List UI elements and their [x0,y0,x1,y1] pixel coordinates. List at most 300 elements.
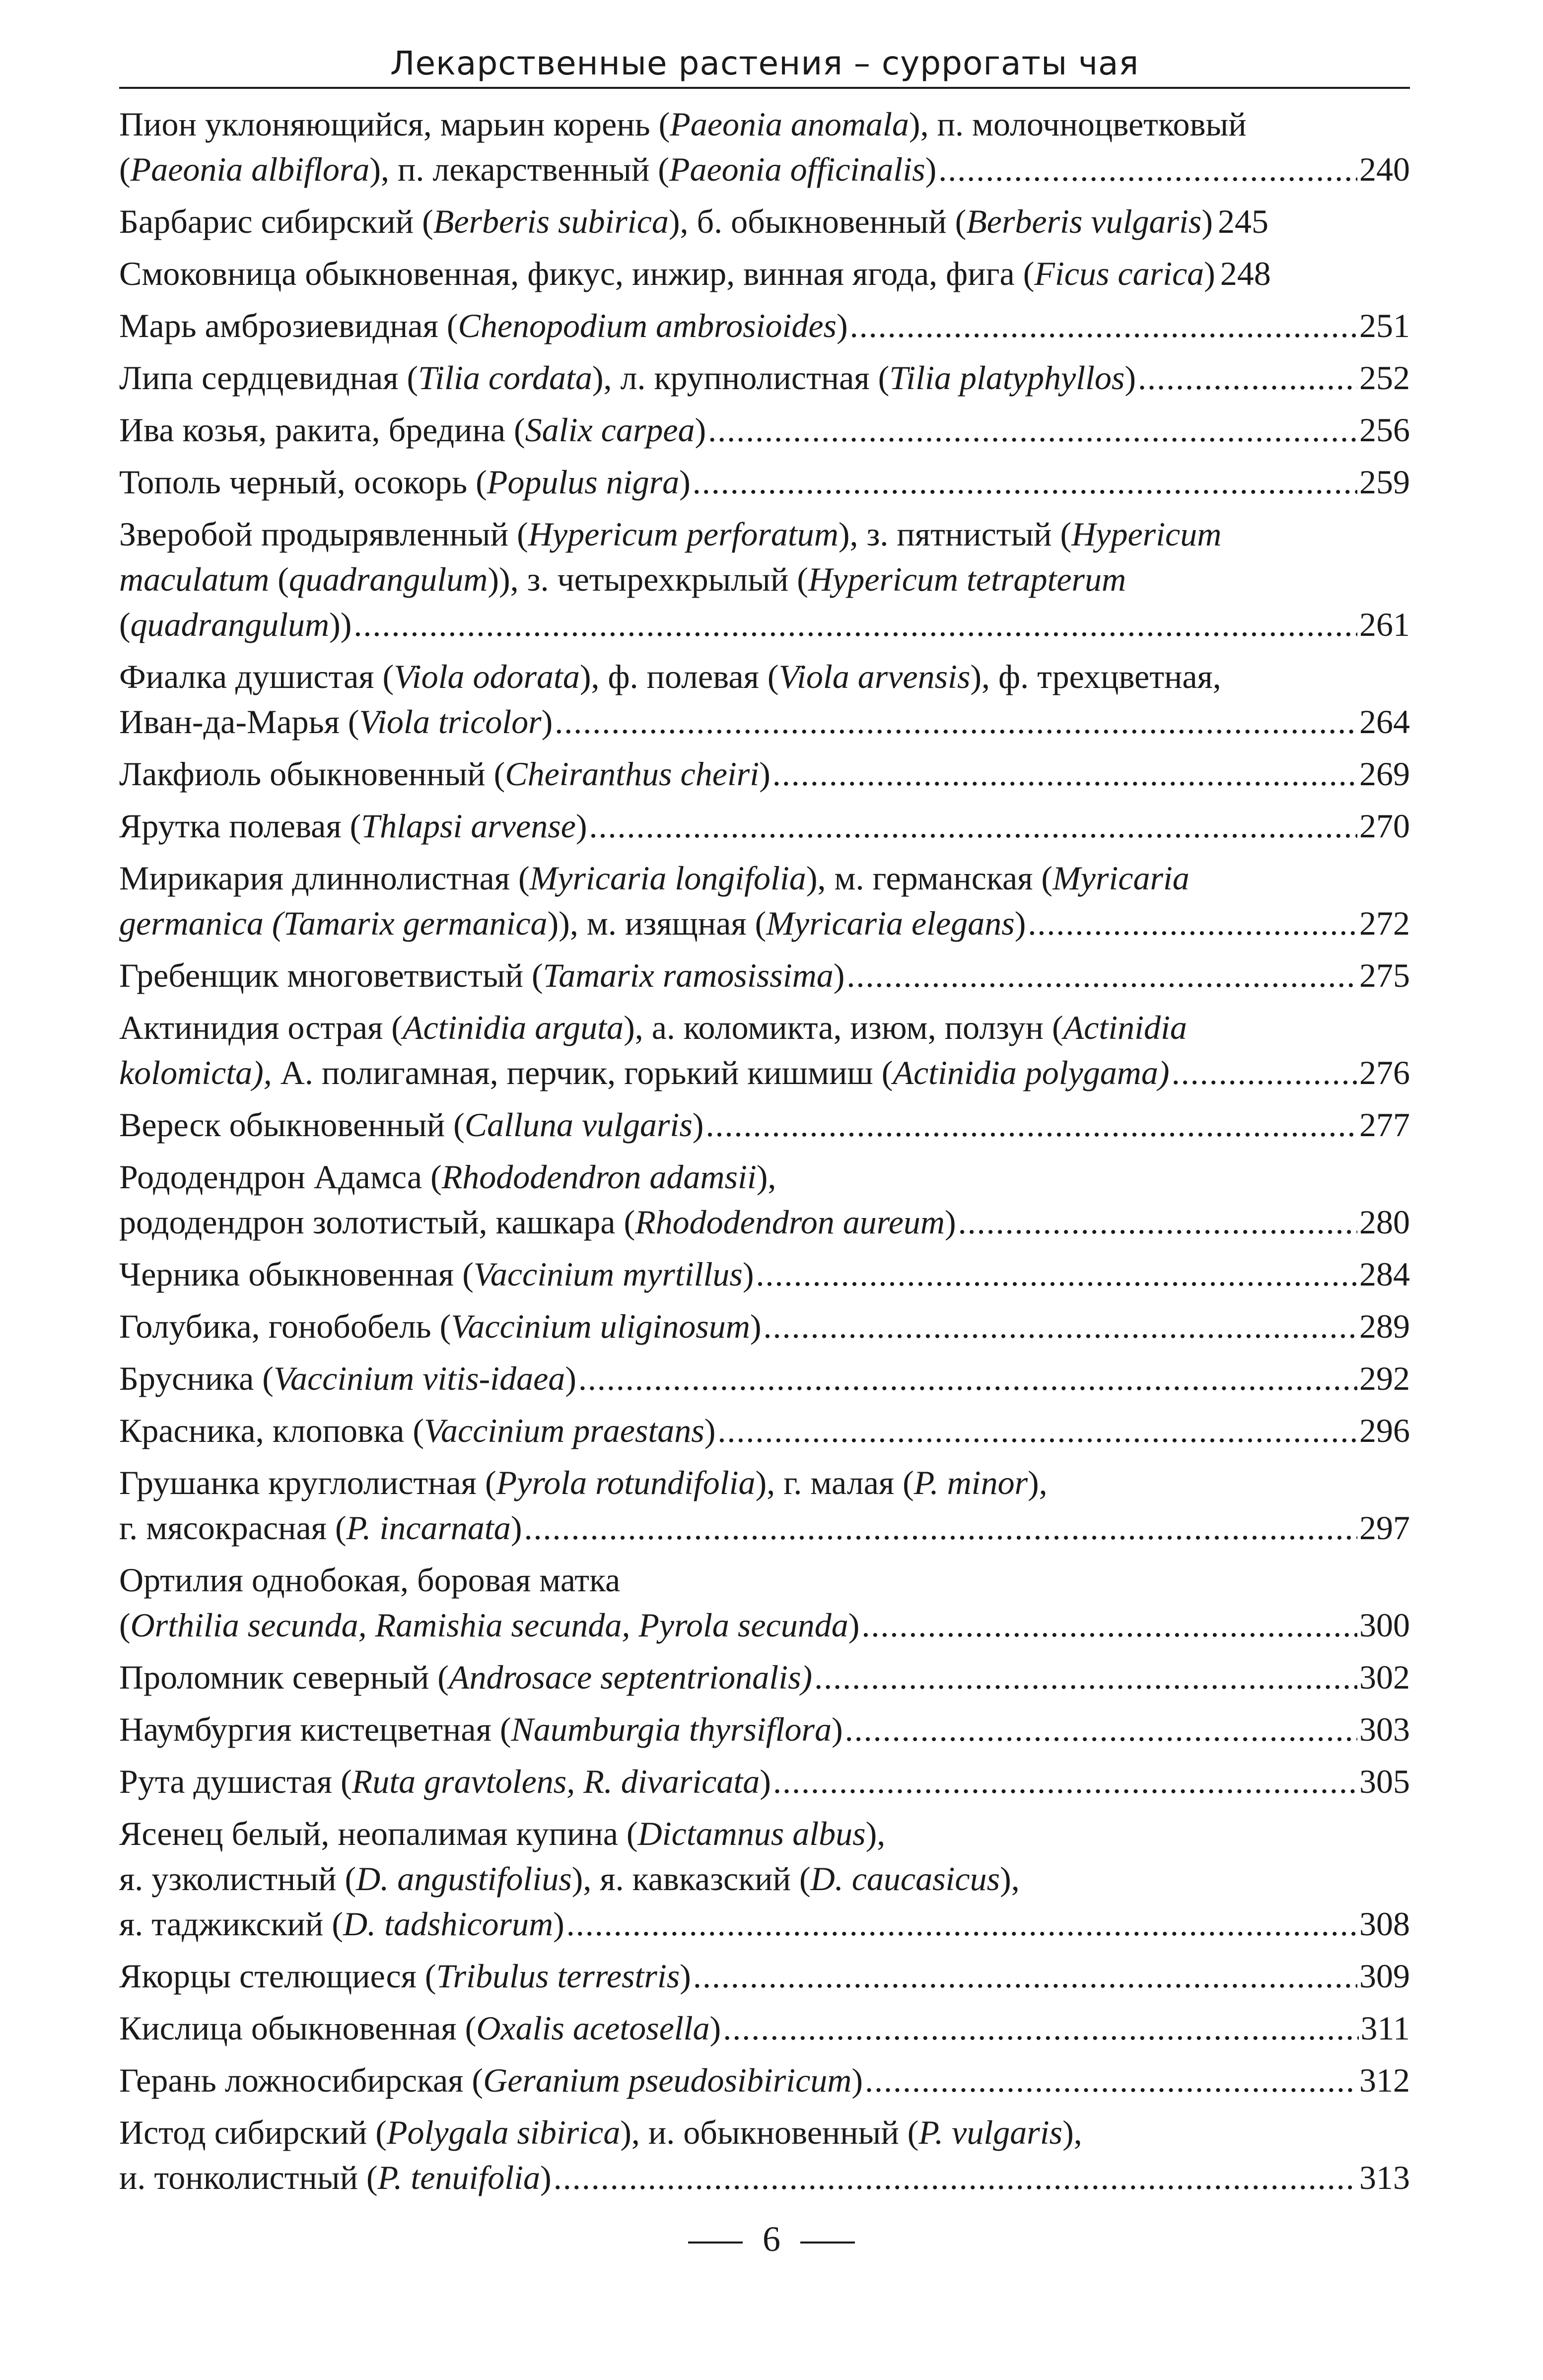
latin-name: Actinidia [1063,1009,1187,1046]
entry-text: ( [119,1606,131,1644]
entry-text: ) [833,956,845,994]
toc-page-number: 302 [1359,1658,1410,1696]
entry-text: ) [540,2159,552,2196]
leader-dots [1215,251,1220,296]
entry-text: Красника, клоповка ( [119,1412,424,1449]
toc-entry [119,1304,1410,1349]
entry-text: ) [553,1905,564,1943]
toc-entry-last-line [119,355,1410,401]
entry-text: ) [1201,203,1213,240]
toc-entry-text [119,1408,715,1453]
toc-entry-text [119,1707,843,1752]
toc-entry [119,1252,1410,1297]
entry-text: ) [709,2009,721,2047]
leader-dots [756,1252,1357,1297]
entry-text: Пион уклоняющийся, марьин корень ( [119,105,670,143]
toc-entry [119,1759,1410,1804]
toc-entry [119,102,1410,192]
page-footer [0,2219,1543,2260]
toc-entry-text [119,953,844,998]
table-of-contents [119,102,1410,2200]
leader-dots [589,804,1358,849]
latin-name: Paeonia officinalis [669,150,925,188]
toc-entry-text [119,751,771,797]
entry-text: ), м. германская ( [806,859,1053,897]
toc-entry-line [119,557,1410,602]
latin-name: Oxalis acetosella [476,2009,710,2047]
entry-text: ) [848,1606,860,1644]
toc-entry-last-line [119,303,1410,348]
latin-name: Tilia cordata [418,359,592,397]
toc-entry-line [119,1005,1410,1050]
toc-entry [119,804,1410,849]
entry-text: ) [742,1255,754,1293]
entry-text: Смоковница обыкновенная, фикус, инжир, винная ягода, фига ( [119,255,1035,292]
entry-text: Зверобой продырявленный ( [119,515,528,553]
toc-entry-last-line [119,1102,1410,1148]
toc-entry-last-line [119,1603,1410,1648]
entry-text: я. узколистный ( [119,1860,356,1898]
entry-text: Марь амброзиевидная ( [119,307,458,344]
toc-entry-text [119,199,1213,244]
latin-name: Dictamnus albus [637,1815,866,1852]
entry-text: ( [269,560,289,598]
toc-entry-text [119,355,1136,401]
toc-page-number: 280 [1359,1203,1410,1241]
entry-text: ), [865,1815,886,1852]
latin-name: P. vulgaris [918,2113,1063,2151]
latin-name: Androsace septentrionalis) [448,1658,813,1696]
latin-name: Vaccinium praestans [424,1412,704,1449]
latin-name: Myricaria [1052,859,1190,897]
entry-text: г. мясокрасная ( [119,1509,347,1547]
latin-name: Pyrola rotundifolia [496,1464,756,1501]
toc-entry-text [119,408,706,453]
toc-entry-last-line [119,953,1410,998]
header-rule [119,87,1410,89]
toc-entry-last-line [119,804,1410,849]
toc-entry-text [119,460,691,505]
toc-entry [119,408,1410,453]
toc-entry-line [119,1558,1410,1603]
entry-text: ) [925,150,937,188]
entry-text: Черника обыкновенная ( [119,1255,474,1293]
toc-entry-last-line [119,199,1410,244]
leader-dots [554,2155,1357,2200]
toc-entry [119,1460,1410,1551]
footer-dash-left [688,2242,743,2244]
entry-text: ), ф. полевая ( [579,658,779,695]
leader-dots [723,2006,1358,2051]
latin-name: Chenopodium ambrosioides [458,307,837,344]
latin-name: D. angustifolius [356,1860,572,1898]
toc-entry [119,751,1410,797]
leader-dots [693,460,1357,505]
toc-entry-last-line [119,699,1410,745]
entry-text: ) [704,1412,716,1449]
toc-entry-last-line [119,2155,1410,2200]
toc-entry-text [119,1759,771,1804]
toc-entry-text [119,2155,552,2200]
toc-entry-last-line [119,1408,1410,1453]
toc-entry-last-line [119,751,1410,797]
toc-page-number: 259 [1359,463,1410,501]
toc-page-number: 277 [1359,1106,1410,1144]
entry-text: Рододендрон Адамса ( [119,1158,442,1196]
entry-text: )) [329,606,352,643]
toc-entry [119,251,1410,296]
toc-entry-last-line [119,1759,1410,1804]
latin-name: Geranium pseudosibiricum [483,2061,852,2099]
toc-entry-text [119,1102,703,1148]
toc-entry-text [119,1505,522,1551]
toc-entry-text [119,1050,1170,1095]
leader-dots [763,1304,1357,1349]
entry-text: ), а. коломикта, изюм, ползун ( [624,1009,1063,1046]
toc-page-number: 240 [1359,150,1410,188]
toc-entry-text [119,1954,691,1999]
toc-page-number: 303 [1359,1710,1410,1748]
latin-name: quadrangulum [288,560,488,598]
toc-entry [119,856,1410,946]
entry-text: ( [119,606,131,643]
entry-text: )), з. четырехкрылый ( [488,560,808,598]
latin-name: Viola odorata [394,658,580,695]
leader-dots [865,2058,1357,2103]
latin-name: Berberis subirica [433,203,669,240]
toc-entry-last-line [119,1200,1410,1245]
latin-name: Ficus carica [1034,255,1204,292]
entry-text: ) [692,1106,704,1144]
toc-entry-last-line [119,147,1410,192]
entry-text: и. тонколистный ( [119,2159,378,2196]
entry-text: Мирикария длиннолистная ( [119,859,530,897]
toc-entry [119,1005,1410,1095]
toc-entry-last-line [119,1304,1410,1349]
leader-dots [845,1707,1357,1752]
entry-text: Иван-да-Марья ( [119,703,359,741]
entry-text: ) [944,1203,956,1241]
toc-entry [119,199,1410,244]
toc-page-number: 284 [1359,1255,1410,1293]
entry-text: ), п. лекарственный ( [369,150,669,188]
latin-name: Polygala sibirica [386,2113,621,2151]
leader-dots [814,1655,1357,1700]
entry-text: Голубика, гонобобель ( [119,1307,451,1345]
latin-name: quadrangulum [130,606,330,643]
toc-page-number: 270 [1359,807,1410,845]
entry-text: ), [1000,1860,1020,1898]
toc-entry [119,1954,1410,1999]
latin-name: Myricaria elegans [766,904,1015,942]
leader-dots [773,1759,1357,1804]
leader-dots [1138,355,1357,401]
toc-entry-last-line [119,1655,1410,1700]
entry-text: Брусника ( [119,1360,274,1397]
entry-text: ), и. обыкновенный ( [620,2113,919,2151]
leader-dots [555,699,1357,745]
toc-entry-last-line [119,2058,1410,2103]
toc-entry [119,1655,1410,1700]
entry-text: Герань ложносибирская ( [119,2061,484,2099]
entry-text: ), ф. трехцветная, [970,658,1221,695]
latin-name: Calluna vulgaris [464,1106,693,1144]
latin-name: P. tenuifolia [377,2159,541,2196]
leader-dots [693,1954,1357,1999]
entry-text: Рута душистая ( [119,1763,352,1800]
toc-entry [119,2006,1410,2051]
entry-text: Актинидия острая ( [119,1009,403,1046]
entry-text: Ярутка полевая ( [119,807,361,845]
toc-entry-text [119,147,936,192]
toc-page-number: 308 [1359,1905,1410,1943]
toc-entry [119,953,1410,998]
latin-name: Viola arvensis [778,658,971,695]
entry-text: Проломник северный ( [119,1658,449,1696]
toc-entry-last-line [119,1902,1410,1947]
toc-entry-text [119,303,848,348]
toc-entry-line [119,1155,1410,1200]
latin-name: Salix carpea [525,411,695,449]
entry-text: ) [750,1307,762,1345]
leader-dots [566,1902,1357,1947]
toc-entry [119,460,1410,505]
toc-entry-text [119,901,1026,946]
entry-text: ) [1124,359,1136,397]
toc-entry-last-line [119,460,1410,505]
toc-entry [119,303,1410,348]
footer-dash-right [800,2242,855,2244]
entry-text: Липа сердцевидная ( [119,359,419,397]
toc-entry-text [119,2006,721,2051]
toc-entry-last-line [119,2006,1410,2051]
latin-name: Paeonia albiflora [130,150,370,188]
latin-name: Rhododendron aureum [635,1203,945,1241]
leader-dots [1172,1050,1357,1095]
toc-page-number: 269 [1359,755,1410,793]
document-page [119,44,1410,2207]
latin-name: Ruta gravtolens, R. divaricata [351,1763,760,1800]
entry-text: ) [565,1360,576,1397]
leader-dots [846,953,1357,998]
toc-page-number: 264 [1359,703,1410,741]
latin-name: Populus nigra [487,463,680,501]
entry-text: рододендрон золотистый, кашкара ( [119,1203,635,1241]
entry-text: ), б. обыкновенный ( [668,203,967,240]
entry-text: ), [1062,2113,1082,2151]
toc-page-number: 297 [1359,1509,1410,1547]
leader-dots [861,1603,1357,1648]
entry-text: Фиалка душистая ( [119,658,394,695]
toc-entry-line [119,102,1410,147]
toc-entry-last-line [119,602,1410,647]
latin-name: kolomicta), [119,1054,272,1091]
toc-entry [119,1356,1410,1401]
toc-entry-line [119,2110,1410,2155]
toc-entry-line [119,856,1410,901]
toc-page-number: 289 [1359,1307,1410,1345]
entry-text: ), г. малая ( [755,1464,914,1501]
entry-text: Барбарис сибирский ( [119,203,433,240]
entry-text: я. таджикский ( [119,1905,343,1943]
toc-entry-line [119,1460,1410,1505]
entry-text: Ива козья, ракита, бредина ( [119,411,525,449]
entry-text: ) [575,807,587,845]
toc-entry-text [119,1304,761,1349]
toc-entry-last-line [119,1707,1410,1752]
latin-name: Vaccinium uliginosum [451,1307,750,1345]
toc-entry-text [119,1902,564,1947]
entry-text: Тополь черный, осокорь ( [119,463,487,501]
toc-page-number: 275 [1359,956,1410,994]
latin-name: Naumburgia thyrsiflora [511,1710,832,1748]
entry-text: Лакфиоль обыкновенный ( [119,755,505,793]
entry-text: Гребенщик многоветвистый ( [119,956,543,994]
latin-name: P. incarnata [346,1509,511,1547]
leader-dots [772,751,1357,797]
toc-page-number: 313 [1359,2159,1410,2196]
entry-text: ), з. пятнистый ( [838,515,1072,553]
toc-page-number: 256 [1359,411,1410,449]
entry-text: ) [510,1509,522,1547]
latin-name: Vaccinium vitis-idaea [273,1360,565,1397]
latin-name: germanica (Tamarix germanica [119,904,548,942]
toc-page-number: 311 [1360,2009,1410,2047]
toc-entry-text [119,1200,956,1245]
toc-entry-line [119,512,1410,557]
toc-entry [119,355,1410,401]
toc-entry [119,1707,1410,1752]
entry-text: ), л. крупнолистная ( [592,359,890,397]
latin-name: D. tadshicorum [343,1905,554,1943]
toc-page-number: 309 [1359,1957,1410,1995]
toc-entry-last-line [119,1252,1410,1297]
toc-entry-text [119,251,1215,296]
latin-name: Hypericum perforatum [528,515,839,553]
leader-dots [850,303,1357,348]
toc-entry [119,1408,1410,1453]
entry-text: ) [836,307,848,344]
latin-name: Actinidia arguta [402,1009,624,1046]
toc-page-number: 305 [1359,1763,1410,1800]
latin-name: Vaccinium myrtillus [473,1255,743,1293]
leader-dots [958,1200,1357,1245]
toc-entry [119,1155,1410,1245]
latin-name: Viola tricolor [359,703,542,741]
toc-entry-text [119,2058,863,2103]
toc-entry-text [119,804,587,849]
entry-text: )), м. изящная ( [547,904,767,942]
entry-text: А. полигамная, перчик, горький кишмиш ( [272,1054,893,1091]
entry-text: ), [1028,1464,1048,1501]
toc-entry-line [119,654,1410,699]
latin-name: Hypericum [1071,515,1222,553]
entry-text: ( [119,150,131,188]
entry-text: Истод сибирский ( [119,2113,387,2151]
entry-text: Якорцы стелющиеся ( [119,1957,436,1995]
entry-text: ) [831,1710,843,1748]
entry-text: Грушанка круглолистная ( [119,1464,496,1501]
entry-text: ) [760,1763,771,1800]
leader-dots [1213,199,1218,244]
entry-text: ), п. молочноцветковый [909,105,1247,143]
toc-entry-text [119,602,351,647]
toc-entry [119,2110,1410,2200]
latin-name: Paeonia anomala [670,105,909,143]
leader-dots [705,1102,1357,1148]
toc-entry-text [119,1356,576,1401]
leader-dots [717,1408,1357,1453]
toc-page-number: 252 [1359,359,1410,397]
toc-entry [119,512,1410,647]
latin-name: Hypericum tetrapterum [808,560,1126,598]
toc-entry-text [119,1603,859,1648]
entry-text: ) [1014,904,1026,942]
entry-text: Кислица обыкновенная ( [119,2009,477,2047]
entry-text: Ясенец белый, неопалимая купина ( [119,1815,638,1852]
entry-text: ) [680,1957,691,1995]
latin-name: Cheiranthus cheiri [505,755,760,793]
entry-text: ) [541,703,553,741]
latin-name: Tribulus terrestris [436,1957,680,1995]
latin-name: maculatum [119,560,270,598]
latin-name: Actinidia polygama) [893,1054,1170,1091]
toc-entry-text [119,699,553,745]
latin-name: Berberis vulgaris [966,203,1202,240]
toc-entry-text [119,1655,812,1700]
entry-text: ) [695,411,706,449]
latin-name: D. caucasicus [810,1860,1000,1898]
toc-entry-last-line [119,251,1410,296]
toc-page-number: 272 [1359,904,1410,942]
leader-dots [578,1356,1357,1401]
toc-entry-last-line [119,1356,1410,1401]
latin-name: Orthilia secunda, Ramishia secunda, Pyrola secunda [130,1606,848,1644]
leader-dots [708,408,1357,453]
toc-page-number: 245 [1217,203,1268,240]
toc-page-number: 312 [1359,2061,1410,2099]
entry-text: Вереск обыкновенный ( [119,1106,465,1144]
latin-name: Tilia platyphyllos [889,359,1125,397]
toc-page-number: 296 [1359,1412,1410,1449]
entry-text: Ортилия однобокая, боровая матка [119,1561,621,1599]
running-head: Лекарственные растения – суррогаты чая [390,44,1139,82]
entry-text: ) [759,755,771,793]
toc-page-number: 276 [1359,1054,1410,1091]
toc-page-number: 300 [1359,1606,1410,1644]
leader-dots [1028,901,1357,946]
page-number: 6 [763,2219,780,2259]
entry-text: Наумбургия кистецветная ( [119,1710,511,1748]
toc-entry-last-line [119,1954,1410,1999]
toc-entry-line [119,1856,1410,1902]
latin-name: Thlapsi arvense [361,807,576,845]
entry-text: ) [1204,255,1215,292]
toc-entry-last-line [119,1050,1410,1095]
toc-entry [119,2058,1410,2103]
latin-name: Rhododendron adamsii [441,1158,757,1196]
toc-entry-text [119,1252,754,1297]
toc-page-number: 251 [1359,307,1410,344]
toc-entry [119,654,1410,745]
entry-text: ), я. кавказский ( [571,1860,811,1898]
leader-dots [353,602,1357,647]
toc-entry-last-line [119,901,1410,946]
toc-page-number: 261 [1359,606,1410,643]
toc-page-number: 292 [1359,1360,1410,1397]
leader-dots [938,147,1357,192]
leader-dots [524,1505,1357,1551]
